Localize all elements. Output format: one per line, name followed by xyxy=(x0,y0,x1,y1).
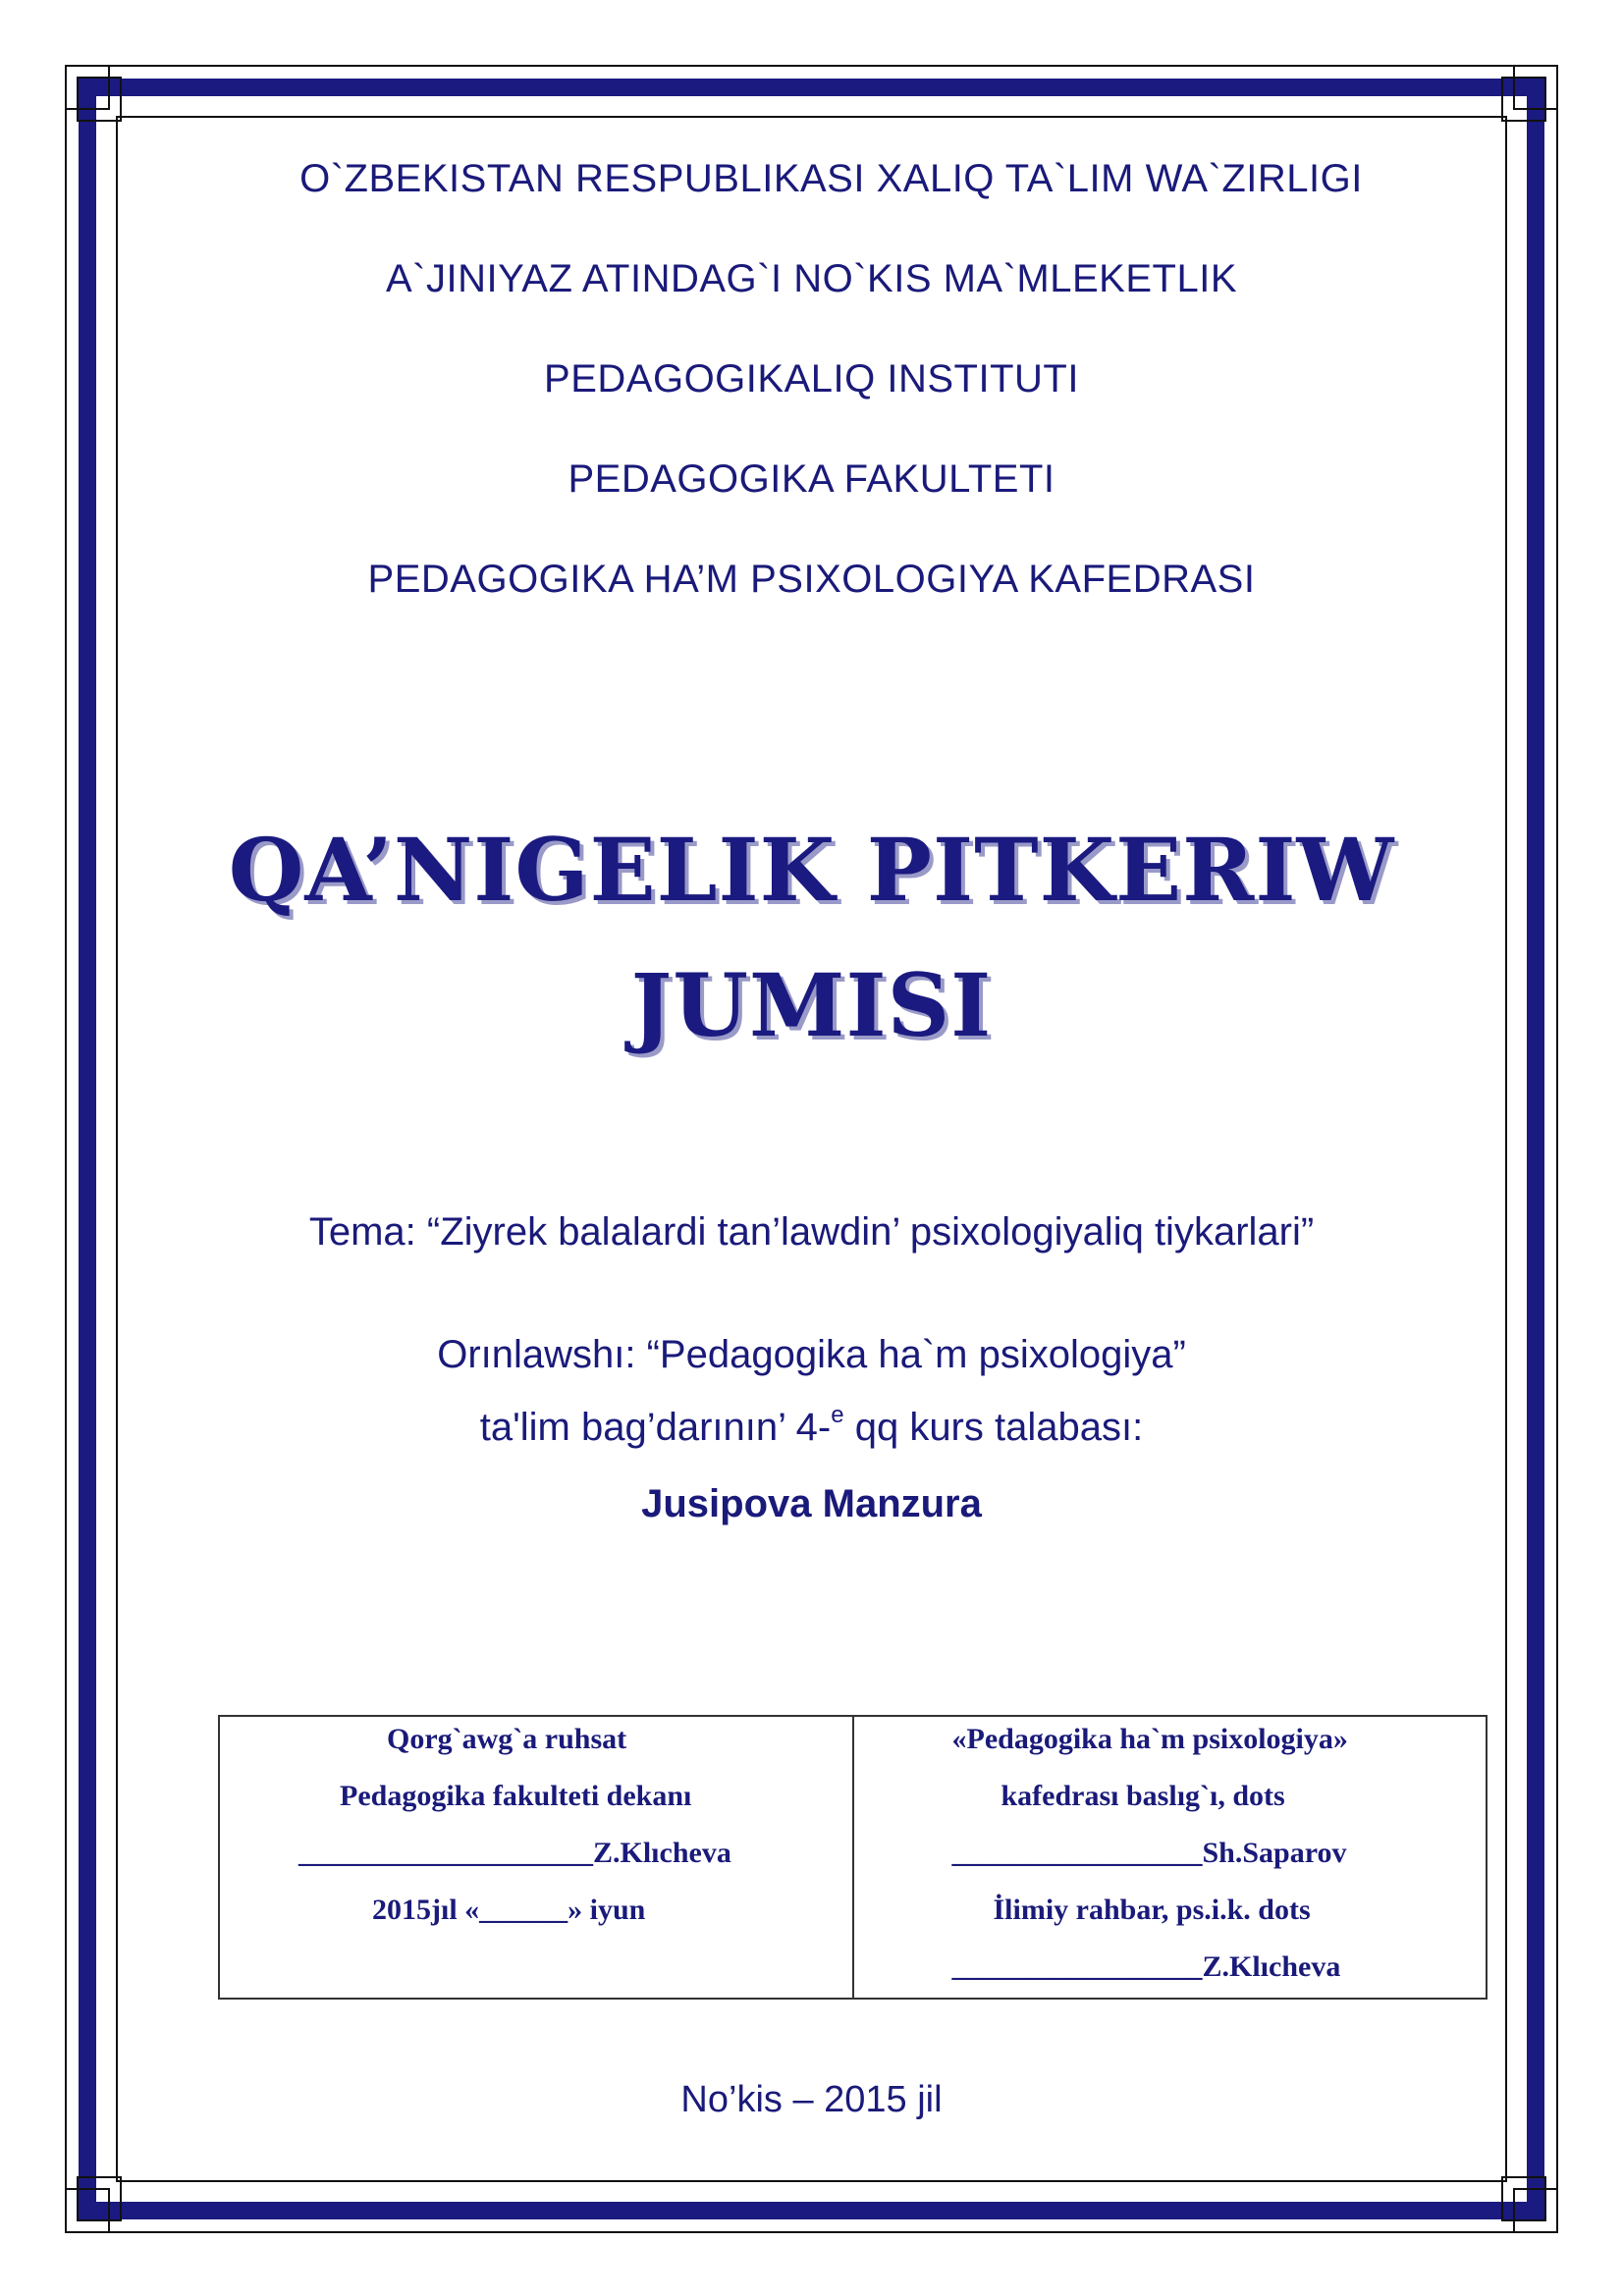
approval-right-cell xyxy=(854,1717,1487,1998)
university-heading: A`JINIYAZ ATINDAG`I NO`KIS MA`MLEKETLIK xyxy=(385,257,1238,300)
department-heading: PEDAGOGIKA HA’M PSIXOLOGIYA KAFEDRASI xyxy=(367,558,1256,601)
approval-table xyxy=(218,1715,1488,2000)
course-line-pre: ta'lim bag’darının’ 4- xyxy=(479,1406,832,1449)
student-name: Jusipova Manzura xyxy=(641,1482,982,1525)
approval-left-line1: Qorg`awg`a ruhsat xyxy=(387,1723,627,1755)
thesis-theme: Tema: “Ziyrek balalardi tan’lawdin’ psixologiyaliq tiykarlari” xyxy=(308,1210,1315,1254)
institute-heading: PEDAGOGIKALIQ INSTITUTI xyxy=(544,357,1079,400)
frame-corner-ornament xyxy=(1501,65,1558,122)
course-line xyxy=(0,1402,1623,1450)
approval-right-line2: kafedrası baslıg`ı, dots xyxy=(1001,1780,1285,1812)
approval-right-signature-advisor: _________________Z.Klıcheva xyxy=(951,1950,1341,1983)
frame-corner-ornament xyxy=(1501,2176,1558,2233)
course-superscript: e xyxy=(831,1402,844,1428)
approval-right-signature-head: _________________Sh.Saparov xyxy=(951,1837,1347,1869)
performer-line: Orınlawshı: “Pedagogika ha`m psixologiya” xyxy=(437,1333,1186,1376)
document-title-line1: QA’NIGELIK PITKERIW xyxy=(228,819,1395,921)
approval-left-date: 2015jıl «______» iyun xyxy=(372,1894,646,1926)
ministry-heading: O`ZBEKISTAN RESPUBLIKASI XALIQ TA`LIM WA`ZIRLIGI xyxy=(299,157,1363,200)
approval-left-signature: ____________________Z.Klıcheva xyxy=(298,1837,731,1869)
approval-left-cell xyxy=(220,1717,854,1998)
frame-corner-ornament xyxy=(65,65,122,122)
approval-left-line2: Pedagogika fakulteti dekanı xyxy=(340,1780,692,1812)
course-line-post: qq kurs talabası: xyxy=(843,1406,1144,1449)
document-title-line2: JUMISI xyxy=(630,954,993,1056)
place-year-footer: No’kis – 2015 jil xyxy=(680,2079,943,2120)
faculty-heading: PEDAGOGIKA FAKULTETI xyxy=(568,457,1055,501)
approval-right-line1: «Pedagogika ha`m psixologiya» xyxy=(951,1723,1348,1755)
frame-corner-ornament xyxy=(65,2176,122,2233)
approval-right-line4: İlimiy rahbar, ps.i.k. dots xyxy=(993,1894,1311,1926)
